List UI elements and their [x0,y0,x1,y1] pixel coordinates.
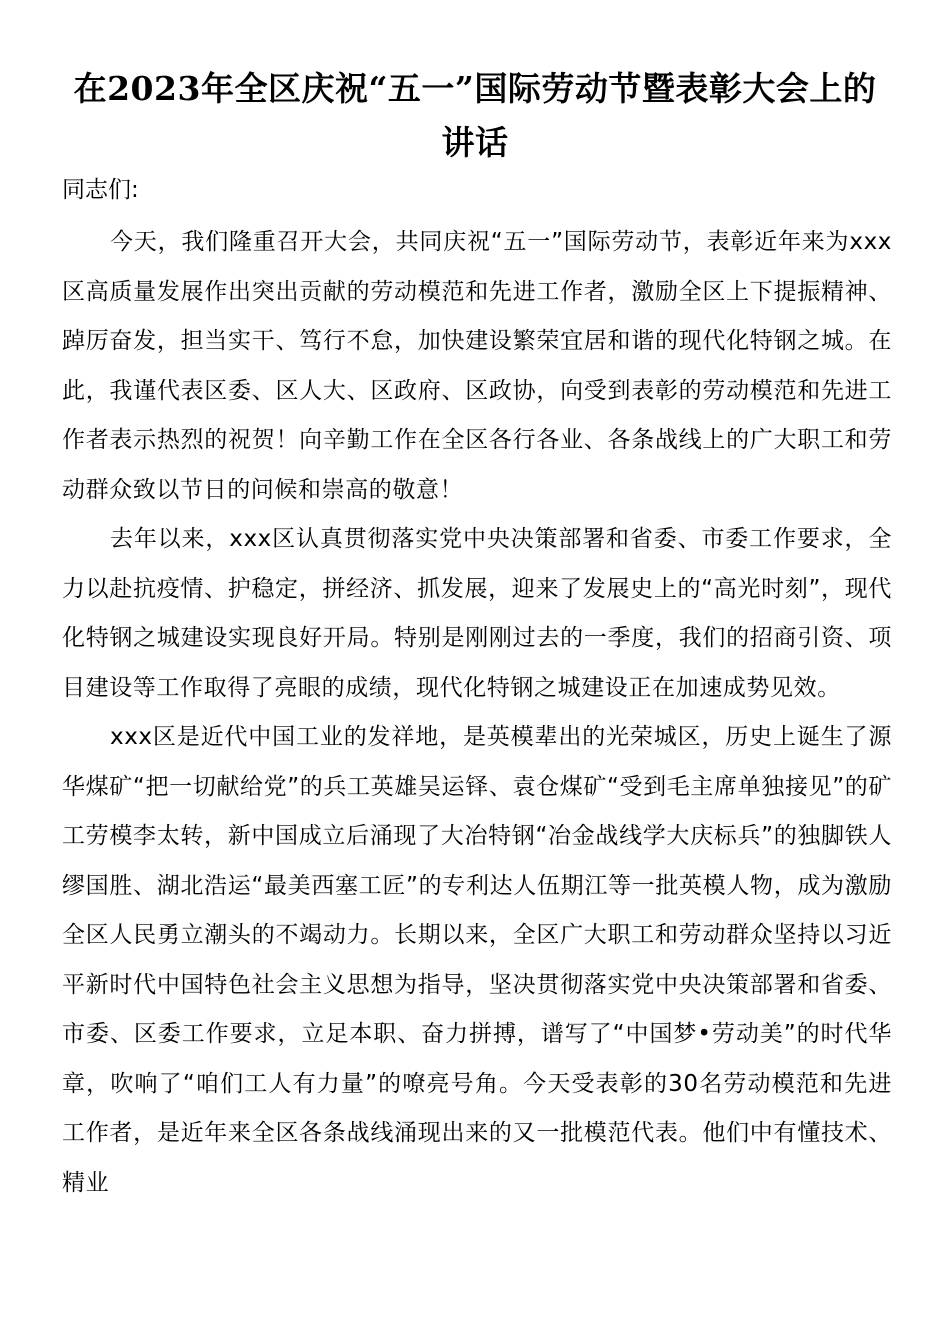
paragraph: 今天，我们隆重召开大会，共同庆祝“五一”国际劳动节，表彰近年来为xxx区高质量发展作出突出贡献的劳动模范和先进工作者，激励全区上下提振精神、踔厉奋发，担当实干、笃行不怠，加快建设繁荣宜居和谐的现代化特钢之城。在此，我谨代表区委、区人大、区政府、区政协，向受到表彰的劳动模范和先进工作者表示热烈的祝贺！向辛勤工作在全区各行各业、各条战线上的广大职工和劳动群众致以节日的问候和崇高的敬意！ [62,229,892,503]
salutation: 同志们: [62,177,139,203]
paragraph: 去年以来，xxx区认真贯彻落实党中央决策部署和省委、市委工作要求，全力以赴抗疫情、护稳定，拼经济、抓发展，迎来了发展史上的“高光时刻”，现代化特钢之城建设实现良好开局。特别是刚刚过去的一季度，我们的招商引资、项目建设等工作取得了亮眼的成绩，现代化特钢之城建设正在加速成势见效。 [62,526,892,701]
paragraph: xxx区是近代中国工业的发祥地，是英模辈出的光荣城区，历史上诞生了源华煤矿“把一切献给党”的兵工英雄吴运铎、袁仓煤矿“受到毛主席单独接见”的矿工劳模李太转，新中国成立后涌现了大冶特钢“冶金战线学大庆标兵”的独脚铁人缪国胜、湖北浩运“最美西塞工匠”的专利达人伍期江等一批英模人物，成为激励全区人民勇立潮头的不竭动力。长期以来，全区广大职工和劳动群众坚持以习近平新时代中国特色社会主义思想为指导，坚决贯彻落实党中央决策部署和省委、市委、区委工作要求，立足本职、奋力拼搏，谱写了“中国梦•劳动美”的时代华章，吹响了“咱们工人有力量”的嘹亮号角。今天受表彰的30名劳动模范和先进工作者，是近年来全区各条战线涌现出来的又一批模范代表。他们中有懂技术、精业 [62,724,892,1196]
document-body [62,218,892,1208]
document-title: 在2023年全区庆祝“五一”国际劳动节暨表彰大会上的讲话 [73,69,877,162]
